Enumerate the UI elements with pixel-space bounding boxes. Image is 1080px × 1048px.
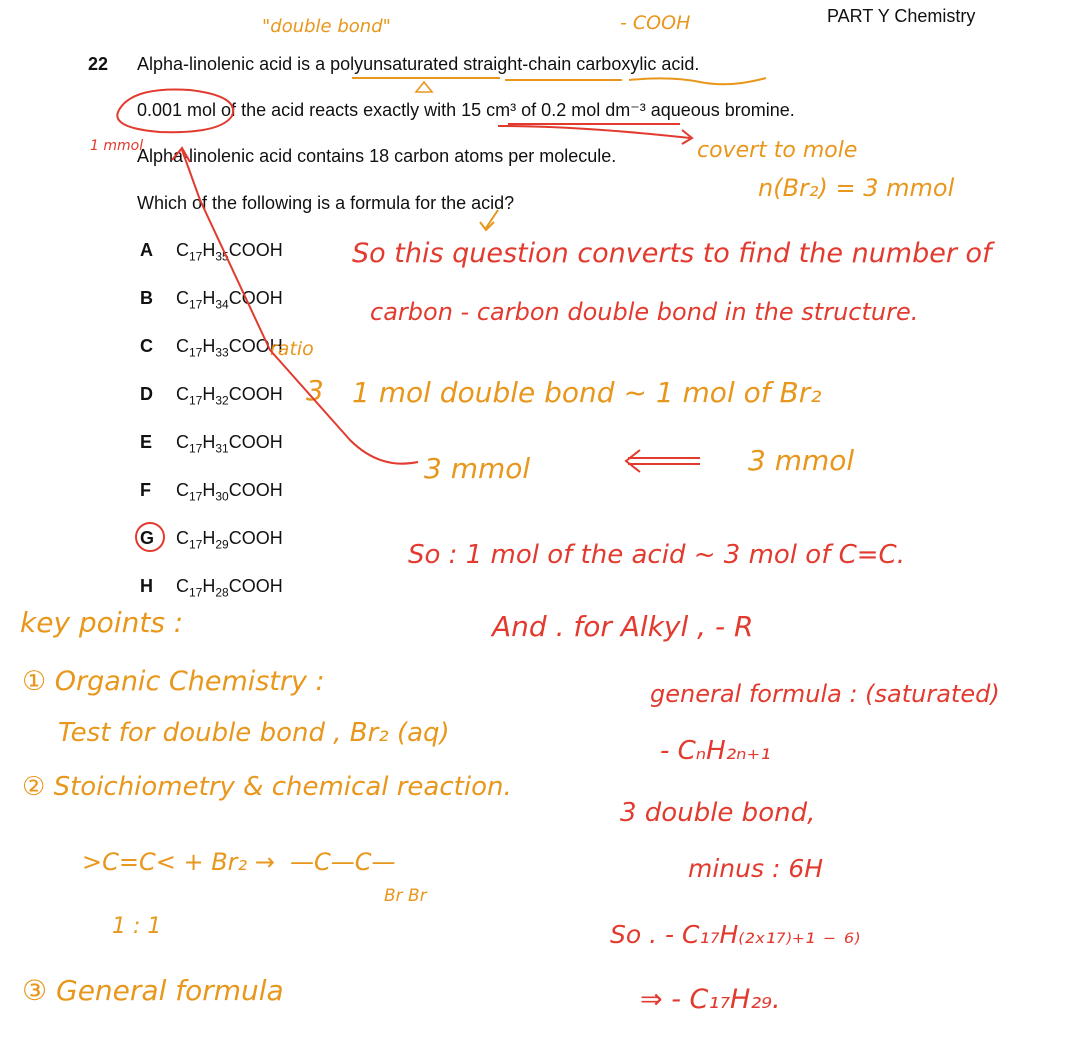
option-letter: E: [140, 432, 153, 452]
explain-line-1: So this question converts to find the number of: [352, 238, 992, 269]
option-formula: $C_{17}H_{28}COOH$: [176, 576, 283, 600]
option-formula: $C_{17}H_{34}COOH$: [176, 288, 283, 312]
note-three-db: 3 double bond,: [620, 798, 816, 828]
note-minus: minus : 6H: [688, 854, 824, 883]
note-n-br2: n(Br₂) = 3 mmol: [758, 174, 955, 202]
note-so-calc: So . - C₁₇H₍₂ₓ₁₇₎₊₁ ₋ ₆₎: [610, 920, 861, 949]
option-formula: $C_{17}H_{33}COOH$: [176, 336, 283, 360]
triangle-mark: [416, 82, 432, 92]
option-formula: $C_{17}H_{32}COOH$: [176, 384, 283, 408]
question-number: 22: [88, 54, 109, 74]
option-letter: D: [140, 384, 153, 404]
option-letter: G: [140, 528, 155, 548]
q1-straight-chain: straight-chain: [463, 54, 572, 74]
q1-carboxylic-acid: carboxylic acid: [576, 54, 695, 74]
option-formula: $C_{17}H_{30}COOH$: [176, 480, 283, 504]
note-convert: covert to mole: [697, 138, 858, 163]
option-letter: H: [140, 576, 153, 596]
underline-carboxylic: [629, 78, 766, 84]
reaction-br-labels: Br Br: [384, 886, 427, 906]
part-label: PART Y Chemistry: [827, 6, 976, 26]
key-point-3: ③ General formula: [22, 974, 284, 1007]
note-cnh: - CₙH₂ₙ₊₁: [660, 736, 771, 766]
long-arrowhead: [172, 148, 190, 162]
q1-polyunsaturated: polyunsaturated: [330, 54, 459, 74]
key-point-1b: Test for double bond , Br₂ (aq): [58, 718, 450, 748]
convert-arrow: [498, 126, 690, 138]
note-general-formula: general formula : (saturated): [650, 680, 1000, 708]
note-ratio: ratio: [270, 338, 314, 360]
note-result: ⇒ - C₁₇H₂₉.: [640, 984, 781, 1015]
key-point-1: ① Organic Chemistry :: [22, 666, 325, 697]
reaction-left: >C=C< + Br₂ →: [82, 848, 275, 876]
note-3mmol-right: 3 mmol: [748, 444, 855, 477]
note-3mmol-left: 3 mmol: [424, 452, 531, 485]
one-to-one: 1 : 1: [112, 914, 162, 939]
question-line-2: 0.001 mol of the acid reacts exactly with 15 cm³ of 0.2 mol dm⁻³ aqueous bromine.: [137, 100, 795, 120]
left-arrowhead: [626, 450, 640, 472]
note-double-bond: "double bond": [262, 16, 391, 37]
question-line-3: Alpha-linolenic acid contains 18 carbon atoms per molecule.: [137, 146, 617, 166]
option-formula: $C_{17}H_{35}COOH$: [176, 240, 283, 264]
left-arrow: [628, 458, 700, 464]
long-arrow: [182, 150, 418, 464]
note-cooh: - COOH: [620, 12, 691, 34]
note-arrow-3: 3: [306, 374, 324, 407]
option-letter: C: [140, 336, 153, 356]
reaction-right: —C—C—: [290, 848, 396, 876]
option-letter: B: [140, 288, 153, 308]
note-so-line: So : 1 mol of the acid ~ 3 mol of C=C.: [408, 540, 905, 570]
note-db-ratio: 1 mol double bond ~ 1 mol of Br₂: [352, 376, 822, 409]
explain-line-2: carbon - carbon double bond in the structure.: [370, 298, 919, 326]
q1-text-a: Alpha-linolenic acid is a: [137, 54, 331, 74]
note-mmol: 1 mmol: [90, 138, 144, 154]
note-alkyl: And . for Alkyl , - R: [492, 610, 754, 643]
option-formula: $C_{17}H_{29}COOH$: [176, 528, 283, 552]
q1-period: .: [694, 54, 700, 74]
small-arrow: [480, 210, 498, 230]
key-points-title: key points :: [20, 606, 184, 639]
option-formula: $C_{17}H_{31}COOH$: [176, 432, 283, 456]
question-line-4: Which of the following is a formula for the acid?: [137, 193, 515, 213]
circle-0001: [117, 89, 233, 132]
option-letter: A: [140, 240, 153, 260]
key-point-2: ② Stoichiometry & chemical reaction.: [22, 772, 512, 802]
option-letter: F: [140, 480, 151, 500]
